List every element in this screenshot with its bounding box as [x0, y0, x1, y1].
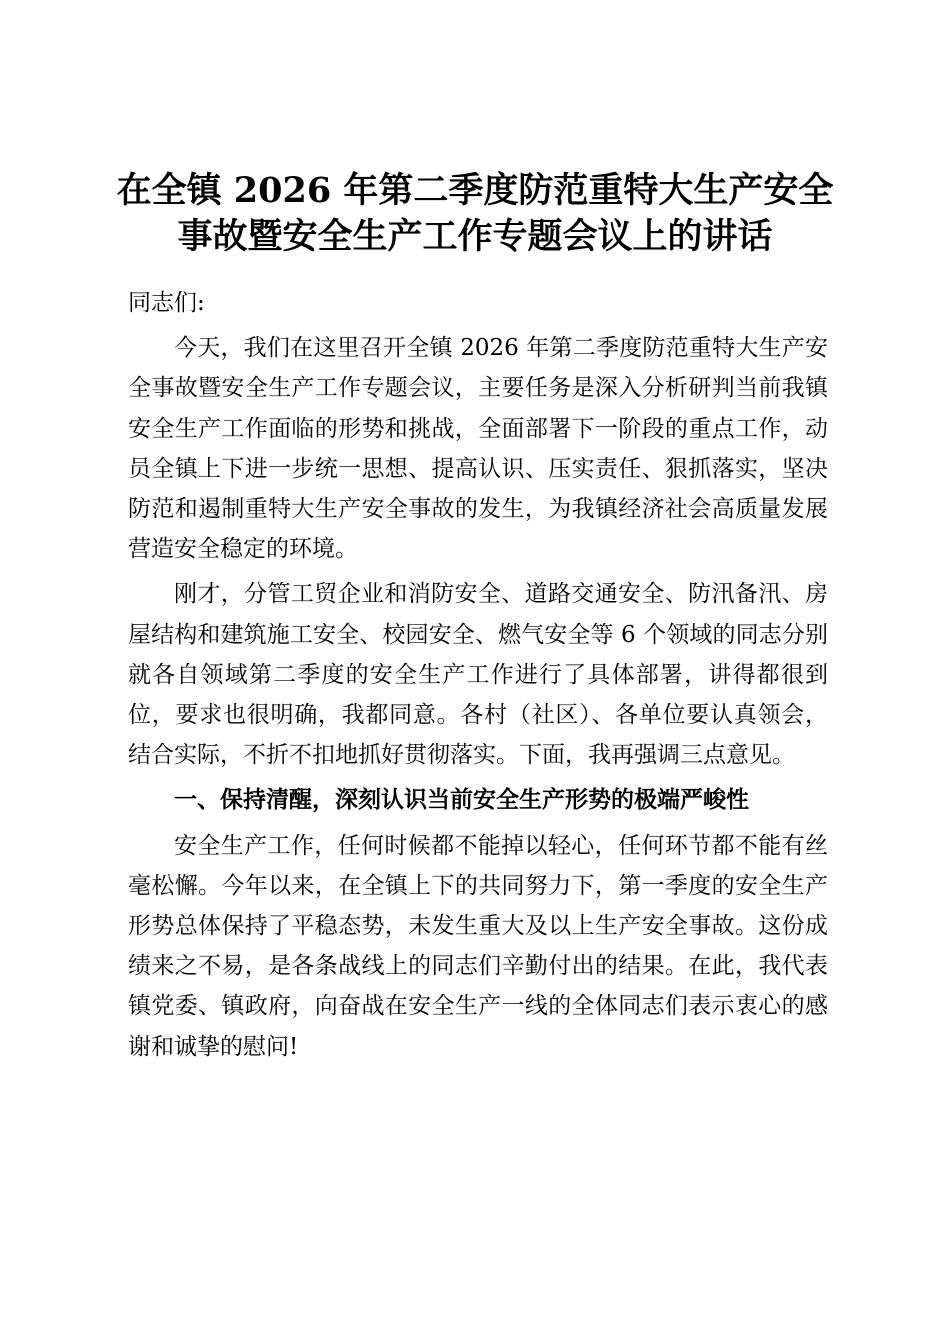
salutation: 同志们:: [128, 290, 205, 316]
document-body: [128, 283, 828, 1072]
body-paragraph: 今天，我们在这里召开全镇 2026 年第二季度防范重特大生产安全事故暨安全生产工作专题会议，主要任务是深入分析研判当前我镇安全生产工作面临的形势和挑战，全面部署下一阶段的重点工作，动员全镇上下进一步统一思想、提高认识、压实责任、狠抓落实，坚决防范和遏制重特大生产安全事故的发生，为我镇经济社会高质量发展营造安全稳定的环境。: [128, 335, 828, 563]
section-heading: 一、保持清醒，深刻认识当前安全生产形势的极端严峻性: [174, 787, 749, 814]
section-paragraph: 安全生产工作，任何时候都不能掉以轻心，任何环节都不能有丝毫松懈。今年以来，在全镇上下的共同努力下，第一季度的安全生产形势总体保持了平稳态势，未发生重大及以上生产安全事故。这份成绩来之不易，是各条战线上的同志们辛勤付出的结果。在此，我代表镇党委、镇政府，向奋战在安全生产一线的全体同志们表示衷心的感谢和诚挚的慰问!: [128, 832, 828, 1060]
document-title: 在全镇 2026 年第二季度防范重特大生产安全事故暨安全生产工作专题会议上的讲话: [116, 170, 834, 257]
body-paragraph: 刚才，分管工贸企业和消防安全、道路交通安全、防汛备汛、房屋结构和建筑施工安全、校园安全、燃气安全等 6 个领域的同志分别就各自领域第二季度的安全生产工作进行了具体部署，讲得都很到位，要求也很明确，我都同意。各村（社区）、各单位要认真领会，结合实际，不折不扣地抓好贯彻落实。下面，我再强调三点意见。: [128, 581, 828, 769]
